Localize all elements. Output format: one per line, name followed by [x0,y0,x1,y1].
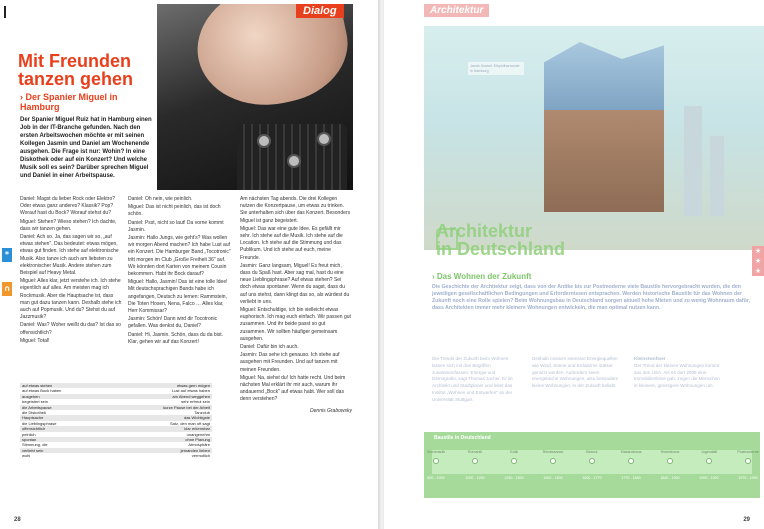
vocab-definition: jemanden lieben [180,447,210,453]
timeline-item [654,450,686,464]
building-shape [544,42,664,212]
dialog-line: Daniel: Oh nein, wie peinlich. [128,196,193,202]
vocab-definition: klar erkennbar [184,426,210,432]
mixer-knob [317,132,331,146]
dialog-line: Miguel: Hallo, Jasmin! Das ist eine tolle Idee! Mit deutschsprachigen Bands habe ich angefangen, Deutsch zu lernen: Rammstein, Die Toten Hosen, Nena, Falco … Alles klar, Herr Kommissar? [128,279,228,315]
timeline-dot [511,458,517,464]
column-text: Der Trend der kleinen Wohnungen kommt aus den USA. Als es dort 2008 eine Immobilienkrise gab, zogen die Menschen in kleinere, günstigere Wohnungen um. [634,362,720,389]
author-signature: Dennis Grabowsky [310,407,352,414]
timeline-dot [433,458,439,464]
title-line-2: in Deutschland [436,239,566,259]
headline: Mit Freunden tanzen gehen [18,51,134,89]
timeline-date: 1600 - 1770 [582,476,602,480]
vocab-term: Hauptsache [22,415,44,421]
dialog-line: Daniel: Ach so. Ja, das sagen wir so, „auf etwas stehen". Das bedeutet: etwas mögen, etwas gut finden. Ich stehe auf elektronische Musik. Also tanze ich auch am liebsten zu elektronischer Musik. Andere stehen zum Beispiel auf Heavy Metal. [20,234,119,277]
dialog-line: Miguel: Das ist nicht peinlich, das ist doch schön. [128,204,221,218]
vocab-definition: ohne Planung [185,436,210,442]
dialog-line: Jasmin: Ganz langsam, Miguel! Es freut mich, dass du Spaß hast. Aber sag mal, hast du eine neue Lieblingsphrase? Auf etwas stehen? Sei doch etwas spontaner. Wenn du sagst, dass du auf uns stehst, dann klingt das so, als würdest du verliebt in uns. [240,262,350,305]
timeline-style-name: Romanik [467,450,483,454]
timeline-style-name: Barock [586,450,598,454]
timeline-item [732,450,764,464]
vocab-term: ausgehen [22,393,40,399]
title-line-1: Architektur [436,221,533,241]
column-heading: Kleinstwohner [634,356,666,361]
timeline-dot [472,458,478,464]
rating-stars-icon: ★ ★ ★ [752,246,764,276]
corner-mark [4,6,6,18]
dialog-line: Jasmin: Das sehe ich genauso. Ich stehe auf ausgehen mit Freunden. Und auf tanzen mit meinen Freunden. [240,352,340,373]
photo-caption: Jacob Gossel: Elbphilharmonie in Hamburg [468,62,524,75]
timeline-date: 1970 - 1990 [738,476,758,480]
timeline-item [459,450,491,464]
dialog-line: Daniel: Hi, Jasmin. Schön, dass du da bist. Klar, gehen wir auf das Konzert! [128,331,224,345]
timeline-dot [706,458,712,464]
timeline-style-name: Jugendstil [700,450,718,454]
dialog-line: Miguel: Na, siehst du! Ich hatte recht. Und beim nächsten Mal erklärt ihr mir auch, warum ihr andauernd „Bock" auf etwas habt. Wer soll das denn verstehen? [240,374,346,403]
timeline-style-name: Renaissance [542,450,564,454]
vocab-definition: kurze Pause bei der Arbeit [163,404,210,410]
mixer-knob [257,134,271,148]
vocab-definition: das Wichtigste [183,415,210,421]
vocab-term: spontan [22,436,37,442]
vocab-term: begeistert sein [22,399,49,405]
vocab-definition: Tanzclub [194,409,210,415]
timeline-label: Baustile in Deutschland [434,435,491,441]
timeline-item [615,450,647,464]
vocab-term: offensichtlich [22,426,46,432]
dialog-line: Miguel: Alles klar, jetzt verstehe ich. Ich stehe eigentlich auf alles. Am meisten mag ich Rockmusik. Aber die Hauptsache ist, dass man gut dazu tanzen kann. Deshalb stehe ich auch auf Popmusik. Und du? Stehst du auf Jazzmusik? [20,278,122,321]
dialog-line: Daniel: Magst du lieber Rock oder Elektro? Oder etwas ganz anderes? Klassik? Pop? Worauf hast du Bock? Worauf stehst du? [20,196,116,217]
vocab-definition: sehr erfreut sein [181,399,210,405]
timeline-style-name: Klassizismus [620,450,642,454]
vocab-term: wohl [22,453,31,459]
dialog-line: Daniel: Psst, nicht so laut! Da vorne kommt Jasmin. [128,219,224,233]
page-number: 28 [14,517,21,523]
right-page [384,0,764,529]
lead-paragraph: Der Spanier Miguel Ruiz hat in Hamburg einen Job in der IT-Branche gefunden. Nach den ersten Arbeitswochen möchte er mit seinen Kollegen Jasmin und Daniel am Wochenende ausgehen. Die Frage ist nur: Wohin? In eine Diskothek oder auf ein Konzert? Und welche Musik soll es sein? Darüber sprechen Miguel und Daniel in einer Arbeitspause. [20,117,152,179]
timeline-dot [667,458,673,464]
left-page [0,0,380,529]
subheadline: › Der Spanier Miguel in Hamburg [20,92,118,112]
hand-shape [186,4,353,118]
elbphilharmonie-photo [424,26,764,250]
vocab-term: peinlich [22,431,36,437]
timeline-style-name: Gotik [509,450,519,454]
page-number: 29 [743,517,750,523]
vocab-definition: vermutlich [191,453,210,459]
timeline-dot [550,458,556,464]
level-icon: ∩ [2,282,12,296]
timeline-item [498,450,530,464]
vocab-definition: Atmosphäre [188,442,210,448]
baustile-timeline [424,432,760,498]
timeline-style-name: Vorromanik [426,450,446,454]
vocab-definition: etwas gern mögen [177,383,210,388]
vocab-definition: Lust auf etwas haben [171,388,210,394]
star-icon: * [2,248,12,262]
vocab-definition: Satz, den man oft sagt [169,420,210,426]
dialog-line: Am nächsten Tag abends. Die drei Kollegen nutzen die Konzertpause, um etwas zu trinken. Sie unterhalten sich über das Konzert. Besonders Miguel ist ganz begeistert. [240,196,351,224]
dialog-line: Miguel: Stehen? Wieso stehen? Ich dachte, dass wir tanzen gehen. [20,218,117,232]
dialog-column-3 [240,196,352,416]
dialog-column-1 [20,196,124,346]
vocab-term: die Diskothek [22,409,47,415]
timeline-dot [589,458,595,464]
timeline-date: 1250 - 1500 [504,476,524,480]
dialog-line: Miguel: Das war eine gute Idee. Es gefällt mir sehr. Ich stehe auf die Musik. Ich stehe auf die Location. Ich stehe auf die Stimmung und das Publikum. Und ich stehe auf euch, meine Freunde. [240,225,343,261]
dialog-line: Daniel: Dafür bin ich auch. [240,344,299,351]
vocab-term: auf etwas stehen [22,383,53,388]
mixer-knob [287,154,301,168]
section-tab-architektur: Architektur [424,4,489,17]
vocab-term: verliebt sein [22,447,44,453]
article-column-3 [634,356,722,390]
timeline-item [420,450,452,464]
timeline-item [576,450,608,464]
timeline-item [693,450,725,464]
timeline-dot [745,458,751,464]
article-column-1: Die Trends der Zukunft beim Wohnen lassen sich mit drei Begriffen zusammenfassen: Energie und Demografie, sagt Thomas Jocher. Er ist Architekt und Stadtplaner und leitet das Institut „Wohnen und Entwerfen" an der Universität Stuttgart. [432,356,513,402]
timeline-date: 1840 - 1900 [660,476,680,480]
lead-paragraph: Die Geschichte der Architektur zeigt, dass von der Antike bis zur Postmoderne viele Baustile hervorgebracht wurden, die den jeweiligen gesellschaftlichen Bedingungen und Erfordernissen entsprachen. Werden historische Baustile für das Wohnen der Zukunft noch eine Rolle spielen? Beim Wohnungsbau in Deutschland sorgen aktuell hohe Mieten und zu wenig Wohnraum dafür, dass Architekten immer mehr kleinere Wohnungen entwickeln, die man optimal nutzen kann. [432,284,750,311]
timeline-item [537,450,569,464]
timeline-date: 1000 - 1250 [465,476,485,480]
dialog-column-2 [128,196,232,347]
timeline-bar [426,450,759,474]
vocab-term: auf etwas Bock haben [22,388,62,394]
background-tower [710,136,724,216]
dialog-line: Jasmin: Schön! Dann wird dir Tocotronic gefallen. Was denkst du, Daniel? [128,316,218,330]
timeline-date: 1500 - 1600 [543,476,563,480]
vocab-definition: unangenehm [186,431,210,437]
section-tab-dialog: Dialog [296,4,344,18]
timeline-dot [628,458,634,464]
timeline-style-name: Historismus [660,450,680,454]
article-column-2: Deshalb müssen intensive Energiequellen wie Wind, Sonne und Erdwärme stärker genutzt werden. Außerdem seien energetische Wohnungen, also besonders kleine Wohnungen, in der Zukunft beliebt. [532,356,618,389]
dj-photo [157,4,353,190]
dialog-line: Daniel: Was? Woher weißt du das? Ist das so offensichtlich? [20,322,121,336]
vocab-term: die Arbeitspause [22,404,52,410]
dialog-line: Miguel: Total! [20,337,50,344]
background-tower [684,106,702,216]
vocabulary-table [20,383,212,458]
timeline-date: 1770 - 1840 [621,476,641,480]
vocab-row [20,453,212,458]
vocab-term: die Lieblingsphrase [22,420,57,426]
vocab-term: Stimmung, die [22,442,48,448]
timeline-style-name: Postmoderne [737,450,759,454]
page-title [436,222,565,258]
dialog-line: Jasmin: Hallo Jungs, wie geht's? Was wollen wir morgen Abend machen? Ich habe Lust auf ein Konzert. Die Hamburger Band „Tocotronic" tritt morgen im Club „Große Freiheit 36" auf. Wir könnten dort Karten von meinem Cousin bekommen. Habt ihr Bock darauf? [128,235,231,278]
timeline-date: 800 - 1000 [427,476,445,480]
dialog-line: Miguel: Entschuldige, ich bin vielleicht etwas euphorisch. Ich mag euch einfach. Wir passen gut zusammen. Und ihr beide passt so gut zusammen. Wir sollten häufiger gemeinsam ausgehen. [240,307,351,342]
vocab-definition: am Abend weggehen [172,393,210,399]
timeline-date: 1900 - 1920 [699,476,719,480]
subtitle: › Das Wohnen der Zukunft [432,272,532,281]
